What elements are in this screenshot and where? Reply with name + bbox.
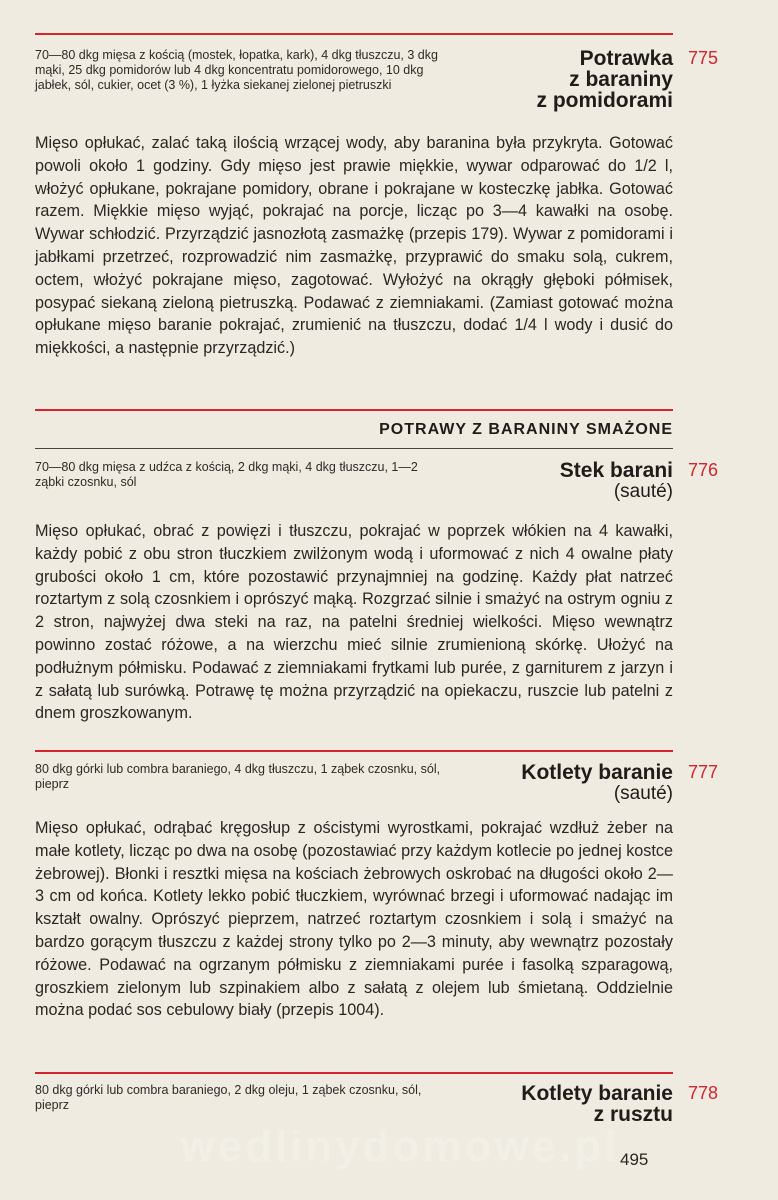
recipe-775 — [35, 47, 735, 358]
ingredients-778: 80 dkg górki lub combra baraniego, 2 dkg oleju, 1 ząbek czosnku, sól, pieprz — [35, 1083, 422, 1112]
subtitle-777: (sauté) — [613, 783, 673, 804]
title-777 — [521, 762, 673, 804]
title-776 — [560, 460, 673, 502]
recipe-number-776: 776 — [688, 460, 719, 480]
body-776: Mięso opłukać, obrać z powięzi i tłuszczu, pokrajać w poprzek włókien na 4 kawałki, każdy pobić z obu stron tłuczkiem zwilżonym wodą i uformować z nich 4 owalne płaty grubości około 1 cm, które pozostawić przynajmniej na godzinę. Każdy płat natrzeć roztartym z solą czosnkiem i oprószyć mąką. Rozgrzać silnie i smażyć na ostrym ogniu z 2 stron, najwyżej dwa steki na raz, na patelni średniej wielkości. Mięso wewnątrz powinno zostać różowe, a na wierzchu mieć silnie zrumienioną skórkę. Ułożyć na podłużnym półmisku. Podawać z ziemniakami frytkami lub purée, z garniturem z jarzyn i z sałatą lub surówką. Potrawę tę można przyrządzić na opiekaczu, ruszcie lub patelni z dnem groszkowanym. — [35, 522, 673, 723]
title-778-line-2: z rusztu — [593, 1103, 673, 1126]
body-777: Mięso opłukać, odrąbać kręgosłup z ościstymi wyrostkami, pokrajać wzdłuż żeber na małe kotlety, licząc po dwa na osobę (pozostawiać przy każdym kotlecie po jednej kostce żebrowej). Błonki i resztki mięsa na kościach żebrowych oskrobać na długości około 2—3 cm od końca. Kotlety lekko pobić tłuczkiem, wyrównać brzegi i uformować nadając im kształt owalny. Oprószyć pieprzem, natrzeć roztartym czosnkiem i solą i smażyć na bardzo gorącym tłuszczu z każdej strony tylko po 2—3 minuty, aby wewnątrz pozostały różowe. Podawać na ogrzanym półmisku z ziemniakami purée i fasolką szparagową, groszkiem zielonym lub szpinakiem albo z sałatą z olejem lub śmietaną. Oddzielnie można podać sos cebulowy biały (przepis 1004). — [35, 819, 673, 1020]
watermark: wedlinydomowe.pl — [180, 1122, 620, 1171]
recipe-number-775: 775 — [688, 48, 719, 68]
title-775-line-3: z pomidorami — [536, 89, 673, 112]
title-776-line-1: Stek barani — [559, 459, 673, 482]
red-rule-777 — [35, 750, 673, 752]
body-775: Mięso opłukać, zalać taką ilością wrzącej wody, aby baranina była przykryta. Gotować powoli około 1 godziny. Gdy mięso jest prawie miękkie, wywar odparować do 1/2 l, włożyć opłukane, pokrajane pomidory, obrane i pokrajane w kosteczkę jabłka. Gotować razem. Miękkie mięso wyjąć, pokrajać na porcje, licząc po 3—4 kawałki na osobę. Wywar schłodzić. Przyrządzić jasnozłotą zasmażkę (przepis 179). Wywar z pomidorami i jabłkami przetrzeć, rozprowadzić nim zasmażkę, przyprawić do smaku solą, cukrem, octem, włożyć pokrajane mięso, zagotować. Wyłożyć na okrągły głęboki półmisek, posypać siekaną zieloną pietruszką. Podawać z ziemniakami. (Zamiast gotować można opłukane mięso baranie pokrajać, zrumienić na tłuszczu, dodać 1/4 l wody i dusić do miękkości, a następnie przyrządzić.) — [35, 134, 673, 358]
recipe-number-777: 777 — [688, 762, 719, 782]
ingredients-776: 70—80 dkg mięsa z udźca z kością, 2 dkg mąki, 4 dkg tłuszczu, 1—2 ząbki czosnku, sól — [35, 460, 418, 489]
title-775-line-2: z baraniny — [569, 68, 673, 91]
recipe-777 — [35, 761, 735, 1020]
title-778 — [521, 1083, 673, 1125]
subtitle-776: (sauté) — [613, 481, 673, 502]
section-red-rule — [35, 409, 673, 411]
title-775 — [536, 48, 673, 111]
page-number: 495 — [620, 1150, 649, 1169]
recipe-number-778: 778 — [688, 1083, 719, 1103]
title-778-line-1: Kotlety baranie — [521, 1082, 673, 1105]
recipe-776 — [35, 459, 735, 723]
title-777-line-1: Kotlety baranie — [521, 761, 673, 784]
top-red-rule — [35, 33, 673, 35]
red-rule-778 — [35, 1072, 673, 1074]
title-775-line-1: Potrawka — [579, 47, 673, 70]
ingredients-777: 80 dkg górki lub combra baraniego, 4 dkg tłuszczu, 1 ząbek czosnku, sól, pieprz — [35, 762, 441, 791]
section-heading: POTRAWY Z BARANINY SMAŻONE — [379, 421, 673, 438]
ingredients-775: 70—80 dkg mięsa z kością (mostek, łopatka, kark), 4 dkg tłuszczu, 3 dkg mąki, 25 dkg pomidorów lub 4 dkg koncentratu pomidorowego, 10 dkg jabłek, sól, cukier, ocet (3 %), 1 łyżka siekanej zielonej pietruszki — [35, 48, 438, 92]
section-thin-rule — [35, 448, 673, 449]
